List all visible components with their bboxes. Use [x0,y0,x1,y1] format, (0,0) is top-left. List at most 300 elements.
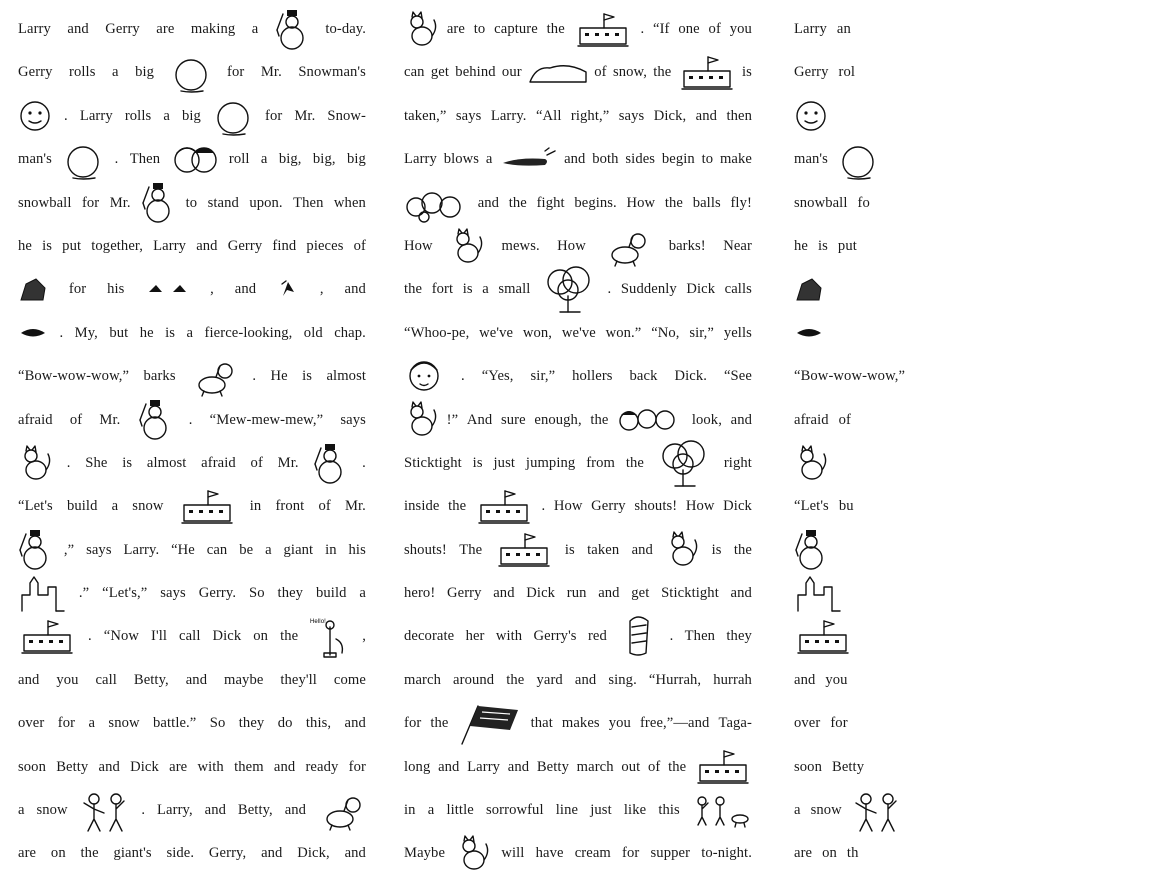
story-word: sir,” [689,324,715,341]
story-word: shouts! [404,541,447,558]
story-word: Dick [526,585,556,602]
story-word: and [98,758,120,775]
story-line [18,225,366,268]
story-word: fly! [730,194,752,211]
story-line [404,529,752,572]
story-word: but [109,324,129,341]
story-word: yard [536,671,563,688]
story-word: then [726,107,752,124]
story-word: hero! [404,585,436,602]
story-word: supper [650,845,691,862]
story-word: are [169,758,188,775]
story-word: ,” [63,541,75,558]
story-word: and [477,194,500,211]
story-word: to [185,194,198,211]
story-word: on [50,845,66,862]
story-word: Larry [404,151,437,168]
cat-icon [404,10,438,50]
story-word: and [438,758,460,775]
story-word: balls [692,194,721,211]
story-word: small [498,281,531,298]
story-line [794,529,1154,572]
story-word: like [623,802,647,819]
story-word: a [794,802,801,819]
story-line [404,572,752,615]
story-word: front [275,498,305,515]
story-word: the [625,454,645,471]
story-line [794,399,1154,442]
story-word: long [404,758,431,775]
story-word: Gerry, [208,845,247,862]
story-word: they [238,715,265,732]
story-word: . [541,498,546,515]
story-word: and [18,671,40,688]
story-word: a [485,151,493,168]
story-column-middle [404,8,752,876]
cat-icon [404,400,438,440]
story-word: How [404,237,433,254]
tree-icon [540,266,598,314]
story-word: when [333,194,366,211]
story-word: a [482,281,489,298]
story-word: is [741,64,752,81]
story-word: come [333,671,366,688]
story-line [18,615,366,658]
march-icon [692,793,752,829]
story-word: can [404,64,425,81]
snowman-icon [275,8,309,52]
story-word: Gerry [794,64,829,81]
story-word: of [318,498,331,515]
story-word: Dick, [297,845,330,862]
story-word: over [18,715,45,732]
story-word: with [197,758,224,775]
cat-icon [665,530,699,570]
story-word: fierce-looking, [204,324,293,341]
story-line [404,8,752,51]
story-word: have [535,845,564,862]
battle-icon [852,789,902,833]
story-word: big [181,107,201,124]
story-word: and [67,21,89,37]
story-line [404,659,752,702]
story-word: How [685,498,715,515]
story-line [404,95,752,138]
battle-icon [80,789,130,833]
story-word: is [472,454,483,471]
story-word: in [249,498,262,515]
coal-icon [18,276,48,304]
story-word: for [404,715,422,732]
story-word: . [640,21,645,37]
story-word: on [822,845,837,862]
story-word: is [122,454,133,471]
story-word: man's [794,151,828,168]
story-word: hurrah [713,671,752,688]
story-word: Then [129,151,161,168]
fort-icon [678,53,736,93]
story-line [18,268,366,311]
story-word: I'll [151,628,168,645]
story-word: Mr. [344,498,366,515]
story-word: they'll [280,671,317,688]
story-word: rolls [69,64,96,81]
coal-icon [794,276,824,304]
story-word: Larry [794,21,827,37]
snowman-icon [313,442,347,486]
story-line [18,182,366,225]
story-word: just [493,454,516,471]
story-word: the [664,194,683,211]
story-word: taken [587,541,620,558]
story-word: a [111,498,119,515]
story-line [18,659,366,702]
story-word: and [261,845,283,862]
story-word: How [553,498,583,515]
story-word: and [196,237,218,254]
story-line [404,138,752,181]
story-word: big [346,151,366,168]
story-word: of [250,454,263,471]
tree-icon [655,440,713,488]
story-word: Snow- [327,107,366,124]
story-word: . [114,151,119,168]
story-word: will [501,845,525,862]
story-word: begin [661,151,695,168]
story-word: and [631,541,653,558]
story-line [18,702,366,745]
story-word: from [586,454,615,471]
story-line [404,615,752,658]
children-icon [617,405,683,435]
story-word: “Bow-wow-wow,” [794,368,906,385]
story-word: out [621,758,641,775]
story-word: her [465,628,485,645]
story-word: capture [494,21,538,37]
story-word: for [227,64,245,81]
story-word: “Now [103,628,140,645]
story-column-right-repeat [794,8,1154,876]
story-line [794,746,1154,789]
cap-icon [618,613,658,661]
story-word: sing. [608,671,637,688]
story-word: are [156,21,175,37]
story-word: you [608,715,631,732]
story-word: red [587,628,607,645]
story-word: in [404,802,416,819]
story-word: Gerry [18,64,53,81]
story-word: Betty, [133,671,169,688]
story-word: roll [228,151,250,168]
story-word: for [830,715,848,732]
story-word: make [719,151,752,168]
story-word: a [88,715,96,732]
story-word: . [141,802,146,819]
story-word: a [18,802,25,819]
story-word: Betty [56,758,89,775]
story-word: Mr. [277,454,299,471]
story-line [794,572,1154,615]
story-word: almost [326,368,366,385]
fort-icon [694,747,752,787]
story-word: My, [74,324,98,341]
story-word: and [344,715,366,732]
snowball-icon [838,140,878,180]
story-column-left [18,8,366,876]
story-word: is [817,237,828,254]
story-word: his [348,541,366,558]
story-word: you [825,671,848,688]
story-word: of [594,64,607,81]
story-word: big, [278,151,302,168]
story-word: march [576,758,614,775]
story-word: back [629,368,658,385]
story-word: Dick [212,628,242,645]
snowman-icon [141,181,175,225]
story-word: afraid [18,411,53,428]
story-word: of [708,21,721,37]
story-word: sorrowful [485,802,544,819]
story-word: Then [293,194,324,211]
story-word: Gerry. [198,585,237,602]
story-word: a [265,541,272,558]
story-word: cream [574,845,611,862]
story-line [794,485,1154,528]
story-word: his [107,281,125,298]
mouth-icon [18,324,48,342]
cat-icon [18,444,52,484]
story-word: the [430,715,449,732]
story-word: and [273,758,296,775]
story-word: build [66,498,98,515]
story-word: he [18,237,32,254]
story-word: Dick [686,281,716,298]
story-word: . [252,368,257,385]
story-word: Taga- [718,715,752,732]
story-word: big, [312,151,336,168]
story-word: Near [723,237,752,254]
story-line [404,442,752,485]
story-word: for [348,758,366,775]
story-word: and [185,671,208,688]
story-word: The [459,541,483,558]
story-word: soon [794,758,822,775]
cat-icon [450,227,484,267]
face-icon [18,97,52,135]
story-word: blows [443,151,480,168]
story-line [794,442,1154,485]
story-word: “See [723,368,752,385]
story-word: the [404,281,423,298]
two-boys-icon [172,141,218,179]
story-word: call [179,628,201,645]
story-word: Gerry [591,498,626,515]
flag-icon [458,702,522,746]
story-word: shouts! [634,498,678,515]
story-word: little [446,802,474,819]
story-line [18,789,366,832]
story-word: Sticktight [404,454,462,471]
story-word: Maybe [404,845,446,862]
story-word: they [277,585,304,602]
story-word: for [622,845,640,862]
castle-icon [18,573,66,615]
castle-icon [794,573,842,615]
story-line [18,355,366,398]
story-word: for [81,194,100,211]
story-line [404,355,752,398]
story-word: is [42,237,53,254]
story-word: Mr. [109,194,131,211]
fort-icon [178,487,236,527]
story-word: And [466,411,493,428]
story-word: and [794,671,816,688]
story-word: are [794,845,813,862]
story-word: begins. [574,194,617,211]
story-word: Then [684,628,716,645]
story-line [18,312,366,355]
story-word: sides [625,151,656,168]
fort-icon [18,617,76,657]
story-word: this, [305,715,332,732]
story-word: Larry [467,758,501,775]
story-word: big [135,64,155,81]
story-line [404,485,752,528]
story-line [404,832,752,875]
story-word: and [730,585,752,602]
story-word: Gerry [105,21,140,37]
snowball-icon [63,140,103,180]
story-word: Gerry [227,237,263,254]
story-word: a [427,802,435,819]
story-word: bu [838,498,854,515]
story-word: with [495,628,523,645]
story-word: behind [455,64,496,81]
story-word: Suddenly [620,281,677,298]
story-word: “If [653,21,670,37]
story-word: run [566,585,587,602]
story-word: chap. [334,324,366,341]
story-word: get [631,585,650,602]
story-line [794,355,1154,398]
story-line [794,182,1154,225]
story-word: Gerry [446,585,482,602]
story-word: side. [166,845,195,862]
story-line [404,312,752,355]
story-word: . [66,454,71,471]
story-word: Betty [536,758,569,775]
story-word: snowball [794,194,848,211]
story-line [18,832,366,875]
story-word: and [234,281,257,298]
story-word: inside [404,498,440,515]
cat-icon [456,834,490,874]
story-word: battle.” [153,715,197,732]
story-line [794,312,1154,355]
story-word: the [506,671,525,688]
story-word: old [303,324,323,341]
fort-icon [794,617,852,657]
story-line [404,702,752,745]
story-word: put [837,237,857,254]
story-word: build [316,585,347,602]
story-word: Dick. [674,368,707,385]
story-line [18,442,366,485]
story-word: Betty, [237,802,273,819]
story-word: Larry [18,21,51,37]
story-word: Dick [723,498,752,515]
story-word: . [669,628,674,645]
story-word: Dick [130,758,159,775]
story-word: Larry [79,107,113,124]
story-word: and [574,671,597,688]
story-line [794,832,1154,875]
story-word: yells [723,324,752,341]
story-word: pieces [306,237,344,254]
story-word: He [270,368,288,385]
story-word: the [668,758,687,775]
story-word: we've [479,324,514,341]
story-word: of [353,237,366,254]
story-word: an [836,21,851,37]
story-word: we've [561,324,596,341]
snowball-icon [171,53,211,93]
story-word: says [86,541,112,558]
story-line [18,51,366,94]
story-word: rolls [124,107,152,124]
story-word: a [163,107,170,124]
story-word: do [277,715,293,732]
story-word: Betty [831,758,865,775]
story-word: decorate [404,628,455,645]
story-word: barks! [668,237,706,254]
snowman-icon [138,398,172,442]
story-word: be [239,541,254,558]
story-word: right,” [570,107,610,124]
story-word: calls [724,281,752,298]
story-word: maybe [224,671,264,688]
story-word: Mr. [294,107,316,124]
story-word: won, [522,324,553,341]
story-word: says [455,107,482,124]
story-word: to-night. [701,845,752,862]
story-word: call [95,671,117,688]
story-word: are [18,845,37,862]
story-line [404,51,752,94]
story-word: and [507,758,530,775]
story-word: barks [143,368,176,385]
mouth-icon [794,324,824,342]
story-word: you [729,21,752,37]
story-word: line [555,802,579,819]
snowman-icon [18,528,52,572]
story-word: fo [857,194,870,211]
story-word: hollers [572,368,613,385]
story-word: soon [18,758,46,775]
story-word: She [85,454,108,471]
story-word: and [493,585,515,602]
story-word: the [280,628,299,645]
story-word: .” [78,585,90,602]
story-word: and [695,107,718,124]
story-line [794,659,1154,702]
story-word: look, [691,411,722,428]
story-word: Dick, [653,107,687,124]
story-word: snow, [612,64,647,81]
story-line [404,225,752,268]
eyes-icon [145,280,189,300]
story-word: this [658,802,680,819]
